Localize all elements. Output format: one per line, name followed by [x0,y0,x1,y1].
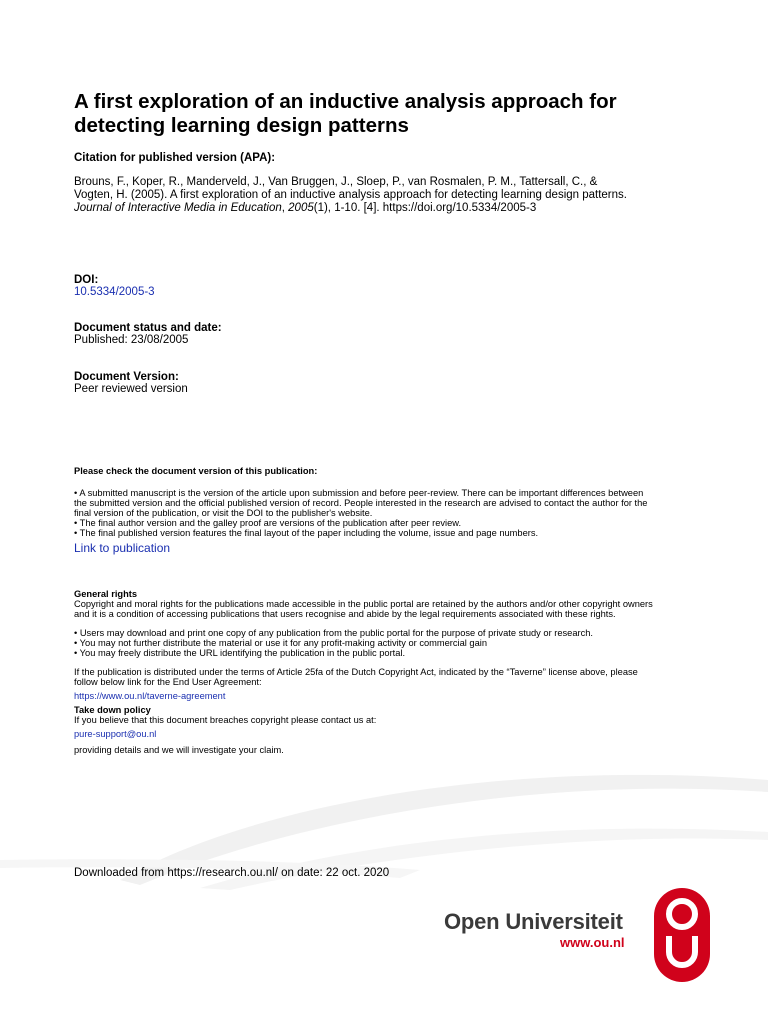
status-value: Published: 23/08/2005 [74,334,189,346]
downloaded-from: Downloaded from https://research.ou.nl/ on date: 22 oct. 2020 [74,867,390,879]
taverne-text [74,667,638,687]
rights-bullets [74,628,593,658]
check-section [74,466,317,476]
rights-paragraph [74,599,653,619]
check-bullet-1-line-1: • A submitted manuscript is the version of the article upon submission and before peer-review. There can be important differences between [74,488,644,498]
rights-para-line-2: and it is a condition of accessing publications that users recognise and abide by the legal requirements associated with these rights. [74,609,616,619]
journal-name: Journal of Interactive Media in Education [74,202,282,214]
version-value: Peer reviewed version [74,383,188,395]
check-bullet-1-line-2: the submitted version and the official published version of record. People interested in the research are advised to contact the author for the [74,498,648,508]
rights-heading: General rights [74,589,138,599]
ou-logo-icon [654,888,710,982]
support-email-link[interactable]: pure-support@ou.nl [74,729,157,739]
check-bullet-2: • The final author version and the galley proof are versions of the publication after peer review. [74,518,462,528]
link-to-publication[interactable]: Link to publication [74,541,171,555]
check-bullet-3: • The final published version features the final layout of the paper including the volume, issue and page numbers. [74,528,539,538]
rights-para-line-1: Copyright and moral rights for the publications made accessible in the public portal are retained by the authors and/or other copyright owners [74,599,653,609]
rights-section [74,589,653,619]
citation-heading: Citation for published version (APA): [74,152,276,164]
citation-line-1: Brouns, F., Koper, R., Manderveld, J., Van Bruggen, J., Sloep, P., van Rosmalen, P. M., Tattersall, C., & [74,176,598,188]
citation-line-3 [74,202,627,215]
journal-year: 2005 [288,202,314,214]
check-bullet-1-line-3: final version of the publication, or visit the DOI to the publisher's website. [74,508,373,518]
citation-comma: , [281,202,289,214]
takedown-heading: Take down policy [74,705,151,715]
version-heading: Document Version: [74,371,179,383]
swoosh-band-2 [200,829,768,890]
rights-bullet-2: • You may not further distribute the material or use it for any profit-making activity or commercial gain [74,638,488,648]
title-line-1: A first exploration of an inductive analysis approach for [74,90,617,113]
logo-url: www.ou.nl [560,935,625,950]
status-section [74,322,222,347]
citation-tail: (1), 1-10. [4]. https://doi.org/10.5334/2005-3 [313,202,537,214]
check-bullets [74,488,647,538]
taverne-line-2: follow below link for the End User Agreement: [74,677,262,687]
title-line-2: detecting learning design patterns [74,114,409,137]
logo-wordmark: Open Universiteit [444,909,623,934]
taverne-link[interactable]: https://www.ou.nl/taverne-agreement [74,691,226,701]
taverne-line-1: If the publication is distributed under the terms of Article 25fa of the Dutch Copyright Act, indicated by the “Taverne” license above, please [74,667,638,677]
takedown-closing: providing details and we will investigate your claim. [74,745,284,755]
citation-text [74,176,627,215]
status-heading: Document status and date: [74,322,222,334]
rights-bullet-1: • Users may download and print one copy of any publication from the public portal for the purpose of private study or research. [74,628,593,638]
doi-section [74,274,155,299]
takedown-text: If you believe that this document breaches copyright please contact us at: [74,715,377,725]
takedown-section [74,705,376,725]
document-title [74,90,734,138]
doi-link[interactable]: 10.5334/2005-3 [74,286,155,298]
citation-line-2: Vogten, H. (2005). A first exploration of an inductive analysis approach for detecting learning design patterns. [74,189,627,201]
version-section [74,371,188,396]
doi-heading: DOI: [74,274,99,286]
check-heading: Please check the document version of this publication: [74,466,318,476]
rights-bullet-3: • You may freely distribute the URL identifying the publication in the public portal. [74,648,406,658]
citation-section [74,152,275,164]
